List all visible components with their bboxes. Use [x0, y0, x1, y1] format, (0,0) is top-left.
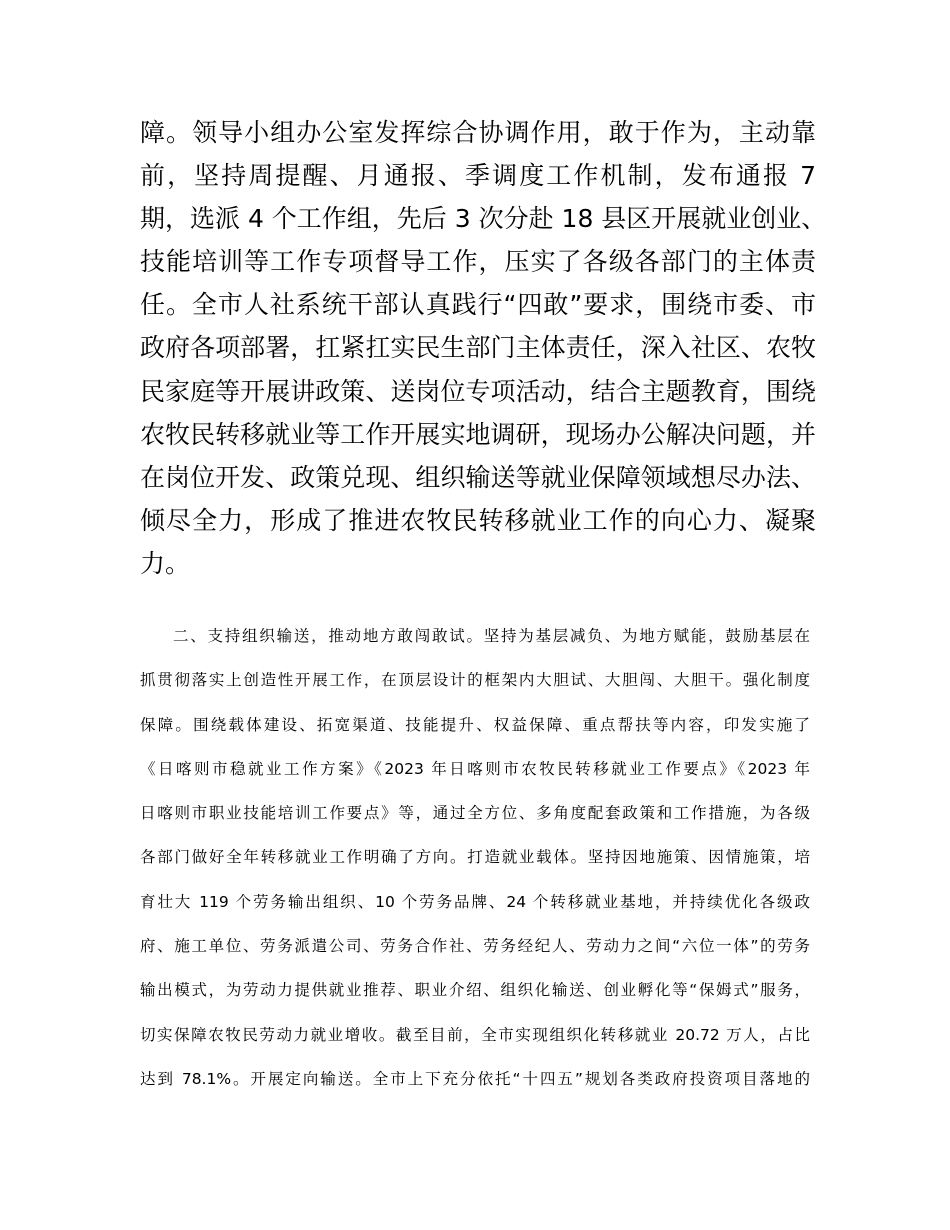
paragraph-line: 保障。围绕载体建设、拓宽渠道、技能提升、权益保障、重点帮扶等内容，印发实施了 [140, 715, 810, 734]
paragraph-line: 倾尽全力，形成了推进农牧民转移就业工作的向心力、凝聚 [140, 505, 816, 535]
paragraph-line: 府、施工单位、劳务派遣公司、劳务合作社、劳务经纪人、劳动力之间“六位一体”的劳务 [140, 937, 810, 956]
paragraph-line: 《日喀则市稳就业工作方案》《2023 年日喀则市农牧民转移就业工作要点》《2023 年 [140, 759, 810, 778]
paragraph-line: 日喀则市职业技能培训工作要点》等，通过全方位、多角度配套政策和工作措施，为各级 [140, 804, 810, 823]
paragraph-line: 各部门做好全年转移就业工作明确了方向。打造就业载体。坚持因地施策、因情施策，培 [140, 848, 810, 867]
paragraph-line: 力。 [140, 548, 191, 578]
paragraph-line: 技能培训等工作专项督导工作，压实了各级各部门的主体责 [140, 247, 816, 277]
paragraph-line: 民家庭等开展讲政策、送岗位专项活动，结合主题教育，围绕 [140, 376, 816, 406]
paragraph-line: 切实保障农牧民劳动力就业增收。截至目前，全市实现组织化转移就业 20.72 万人，占比 [140, 1025, 810, 1044]
paragraph-line: 期，选派 4 个工作组，先后 3 次分赴 18 县区开展就业创业、 [140, 204, 827, 234]
paragraph-line: 在岗位开发、政策兑现、组织输送等就业保障领域想尽办法、 [140, 462, 816, 492]
paragraph-line: 输出模式，为劳动力提供就业推荐、职业介绍、组织化输送、创业孵化等“保姆式”服务， [140, 981, 810, 1000]
section-heading-line: 二、支持组织输送，推动地方敢闯敢试。坚持为基层减负、为地方赋能，鼓励基层在 [173, 627, 810, 645]
paragraph-line: 政府各项部署，扛紧扛实民生部门主体责任，深入社区、农牧 [140, 333, 816, 363]
paragraph-line: 障。领导小组办公室发挥综合协调作用，敢于作为，主动靠 [140, 118, 816, 147]
paragraph-line: 任。全市人社系统干部认真践行“四敢”要求，围绕市委、市 [140, 290, 816, 320]
paragraph-line: 达到 78.1%。开展定向输送。全市上下充分依托“十四五”规划各类政府投资项目落地的 [140, 1069, 810, 1088]
paragraph-line: 前，坚持周提醒、月通报、季调度工作机制，发布通报 7 [140, 161, 816, 191]
paragraph-line: 农牧民转移就业等工作开展实地调研，现场办公解决问题，并 [140, 419, 816, 449]
body-paragraph-large [140, 111, 827, 585]
paragraph-line: 抓贯彻落实上创造性开展工作，在顶层设计的框架内大胆试、大胆闯、大胆干。强化制度 [140, 671, 810, 690]
paragraph-line: 育壮大 119 个劳务输出组织、10 个劳务品牌、24 个转移就业基地，并持续优化各级政 [140, 892, 810, 911]
body-paragraph-section-two [140, 614, 810, 1101]
